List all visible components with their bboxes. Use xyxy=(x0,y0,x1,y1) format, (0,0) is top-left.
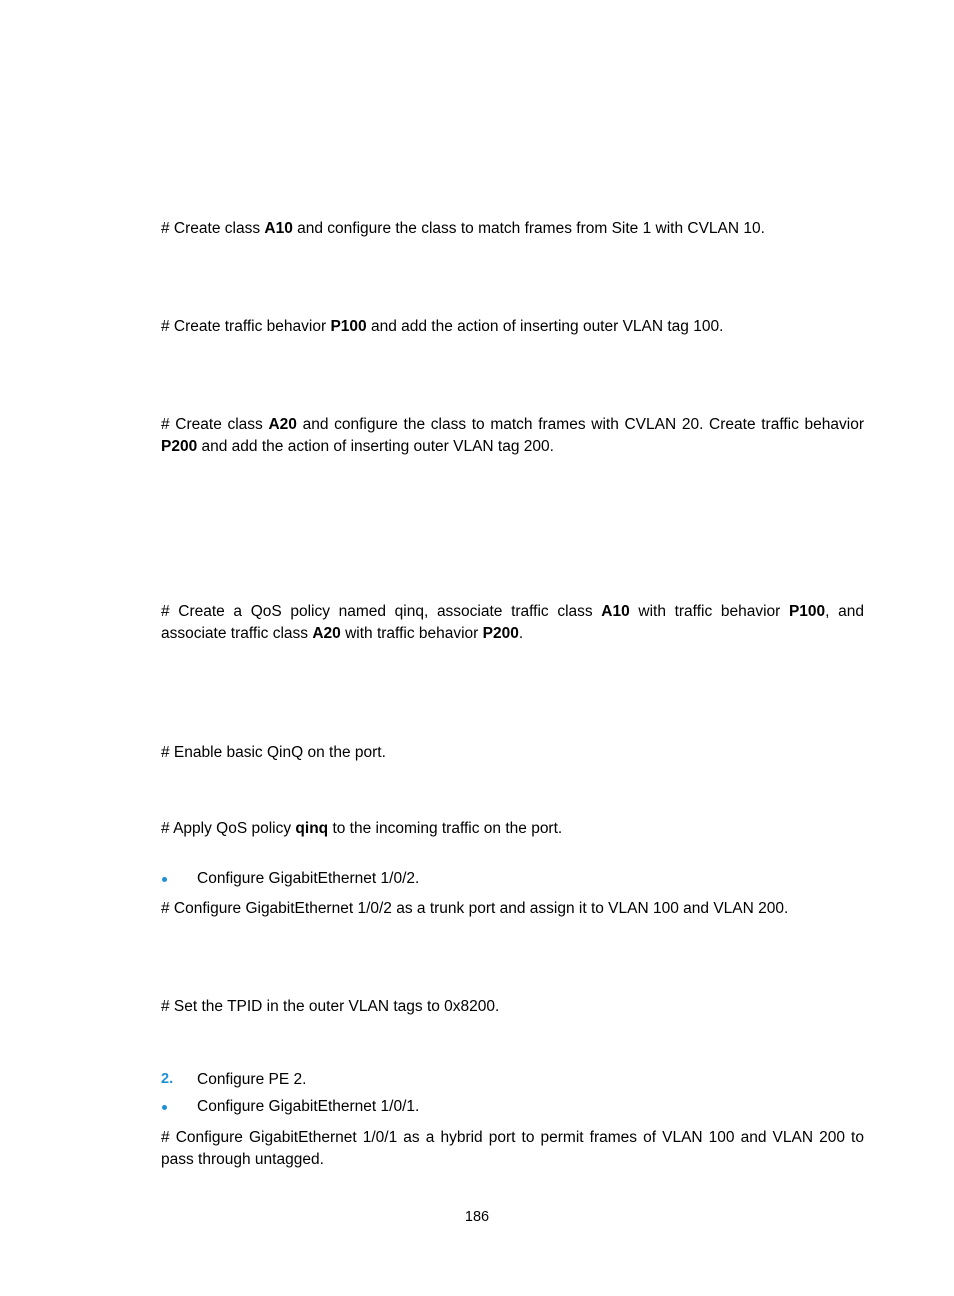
text-run: . xyxy=(518,624,524,642)
bold-term: A10 xyxy=(601,603,630,620)
bold-term: qinq xyxy=(295,820,329,837)
bold-term: P100 xyxy=(330,318,367,335)
paragraph-create-class-a20 xyxy=(161,414,864,457)
bullet-item-label: Configure GigabitEthernet 1/0/1. xyxy=(197,1098,420,1115)
text-run: with traffic behavior xyxy=(340,624,483,642)
text-run: to the incoming traffic on the port. xyxy=(328,820,563,837)
text-run: and add the action of inserting outer VLAN tag 200. xyxy=(197,437,554,455)
text-run: # Create a QoS policy named qinq, associate traffic class xyxy=(161,603,602,620)
step-number: 2. xyxy=(161,1071,174,1087)
text-run: # Apply QoS policy xyxy=(161,820,296,837)
bullet-item-label: Configure GigabitEthernet 1/0/2. xyxy=(197,870,420,887)
paragraph-create-class-a10 xyxy=(161,218,864,240)
bold-term: P200 xyxy=(482,624,519,642)
text-run: and configure the class to match frames from Site 1 with CVLAN 10. xyxy=(292,220,765,237)
bold-term: P100 xyxy=(788,603,826,620)
paragraph-apply-qos-policy xyxy=(161,818,864,840)
paragraph-create-behavior-p100 xyxy=(161,316,864,338)
bold-term: P200 xyxy=(161,437,198,455)
paragraph-enable-qinq: # Enable basic QinQ on the port. xyxy=(161,744,386,761)
text-run: with traffic behavior xyxy=(629,603,789,620)
text-run: , and associate traffic class xyxy=(161,603,864,642)
text-run: and configure the class to match frames with CVLAN 20. Create traffic behavior xyxy=(296,416,864,433)
text-run: # Create class xyxy=(161,220,265,237)
paragraph-create-qos-policy xyxy=(161,601,864,644)
text-run: # Create traffic behavior xyxy=(161,318,331,335)
page-number: 186 xyxy=(464,1209,490,1225)
bold-term: A10 xyxy=(264,220,293,237)
text-run: # Create class xyxy=(161,416,269,433)
bullet-icon xyxy=(162,1105,167,1110)
paragraph-configure-hybrid-port: # Configure GigabitEthernet 1/0/1 as a hybrid port to permit frames of VLAN 100 and VLAN 200 to pass through untagged. xyxy=(161,1129,864,1168)
bold-term: A20 xyxy=(312,624,341,642)
text-run: and add the action of inserting outer VLAN tag 100. xyxy=(366,318,724,335)
step-item-label: Configure PE 2. xyxy=(197,1071,307,1088)
bullet-icon xyxy=(162,877,167,882)
bold-term: A20 xyxy=(268,416,297,433)
paragraph-set-tpid: # Set the TPID in the outer VLAN tags to 0x8200. xyxy=(161,998,500,1015)
paragraph-configure-trunk-port: # Configure GigabitEthernet 1/0/2 as a trunk port and assign it to VLAN 100 and VLAN 200. xyxy=(161,900,789,917)
